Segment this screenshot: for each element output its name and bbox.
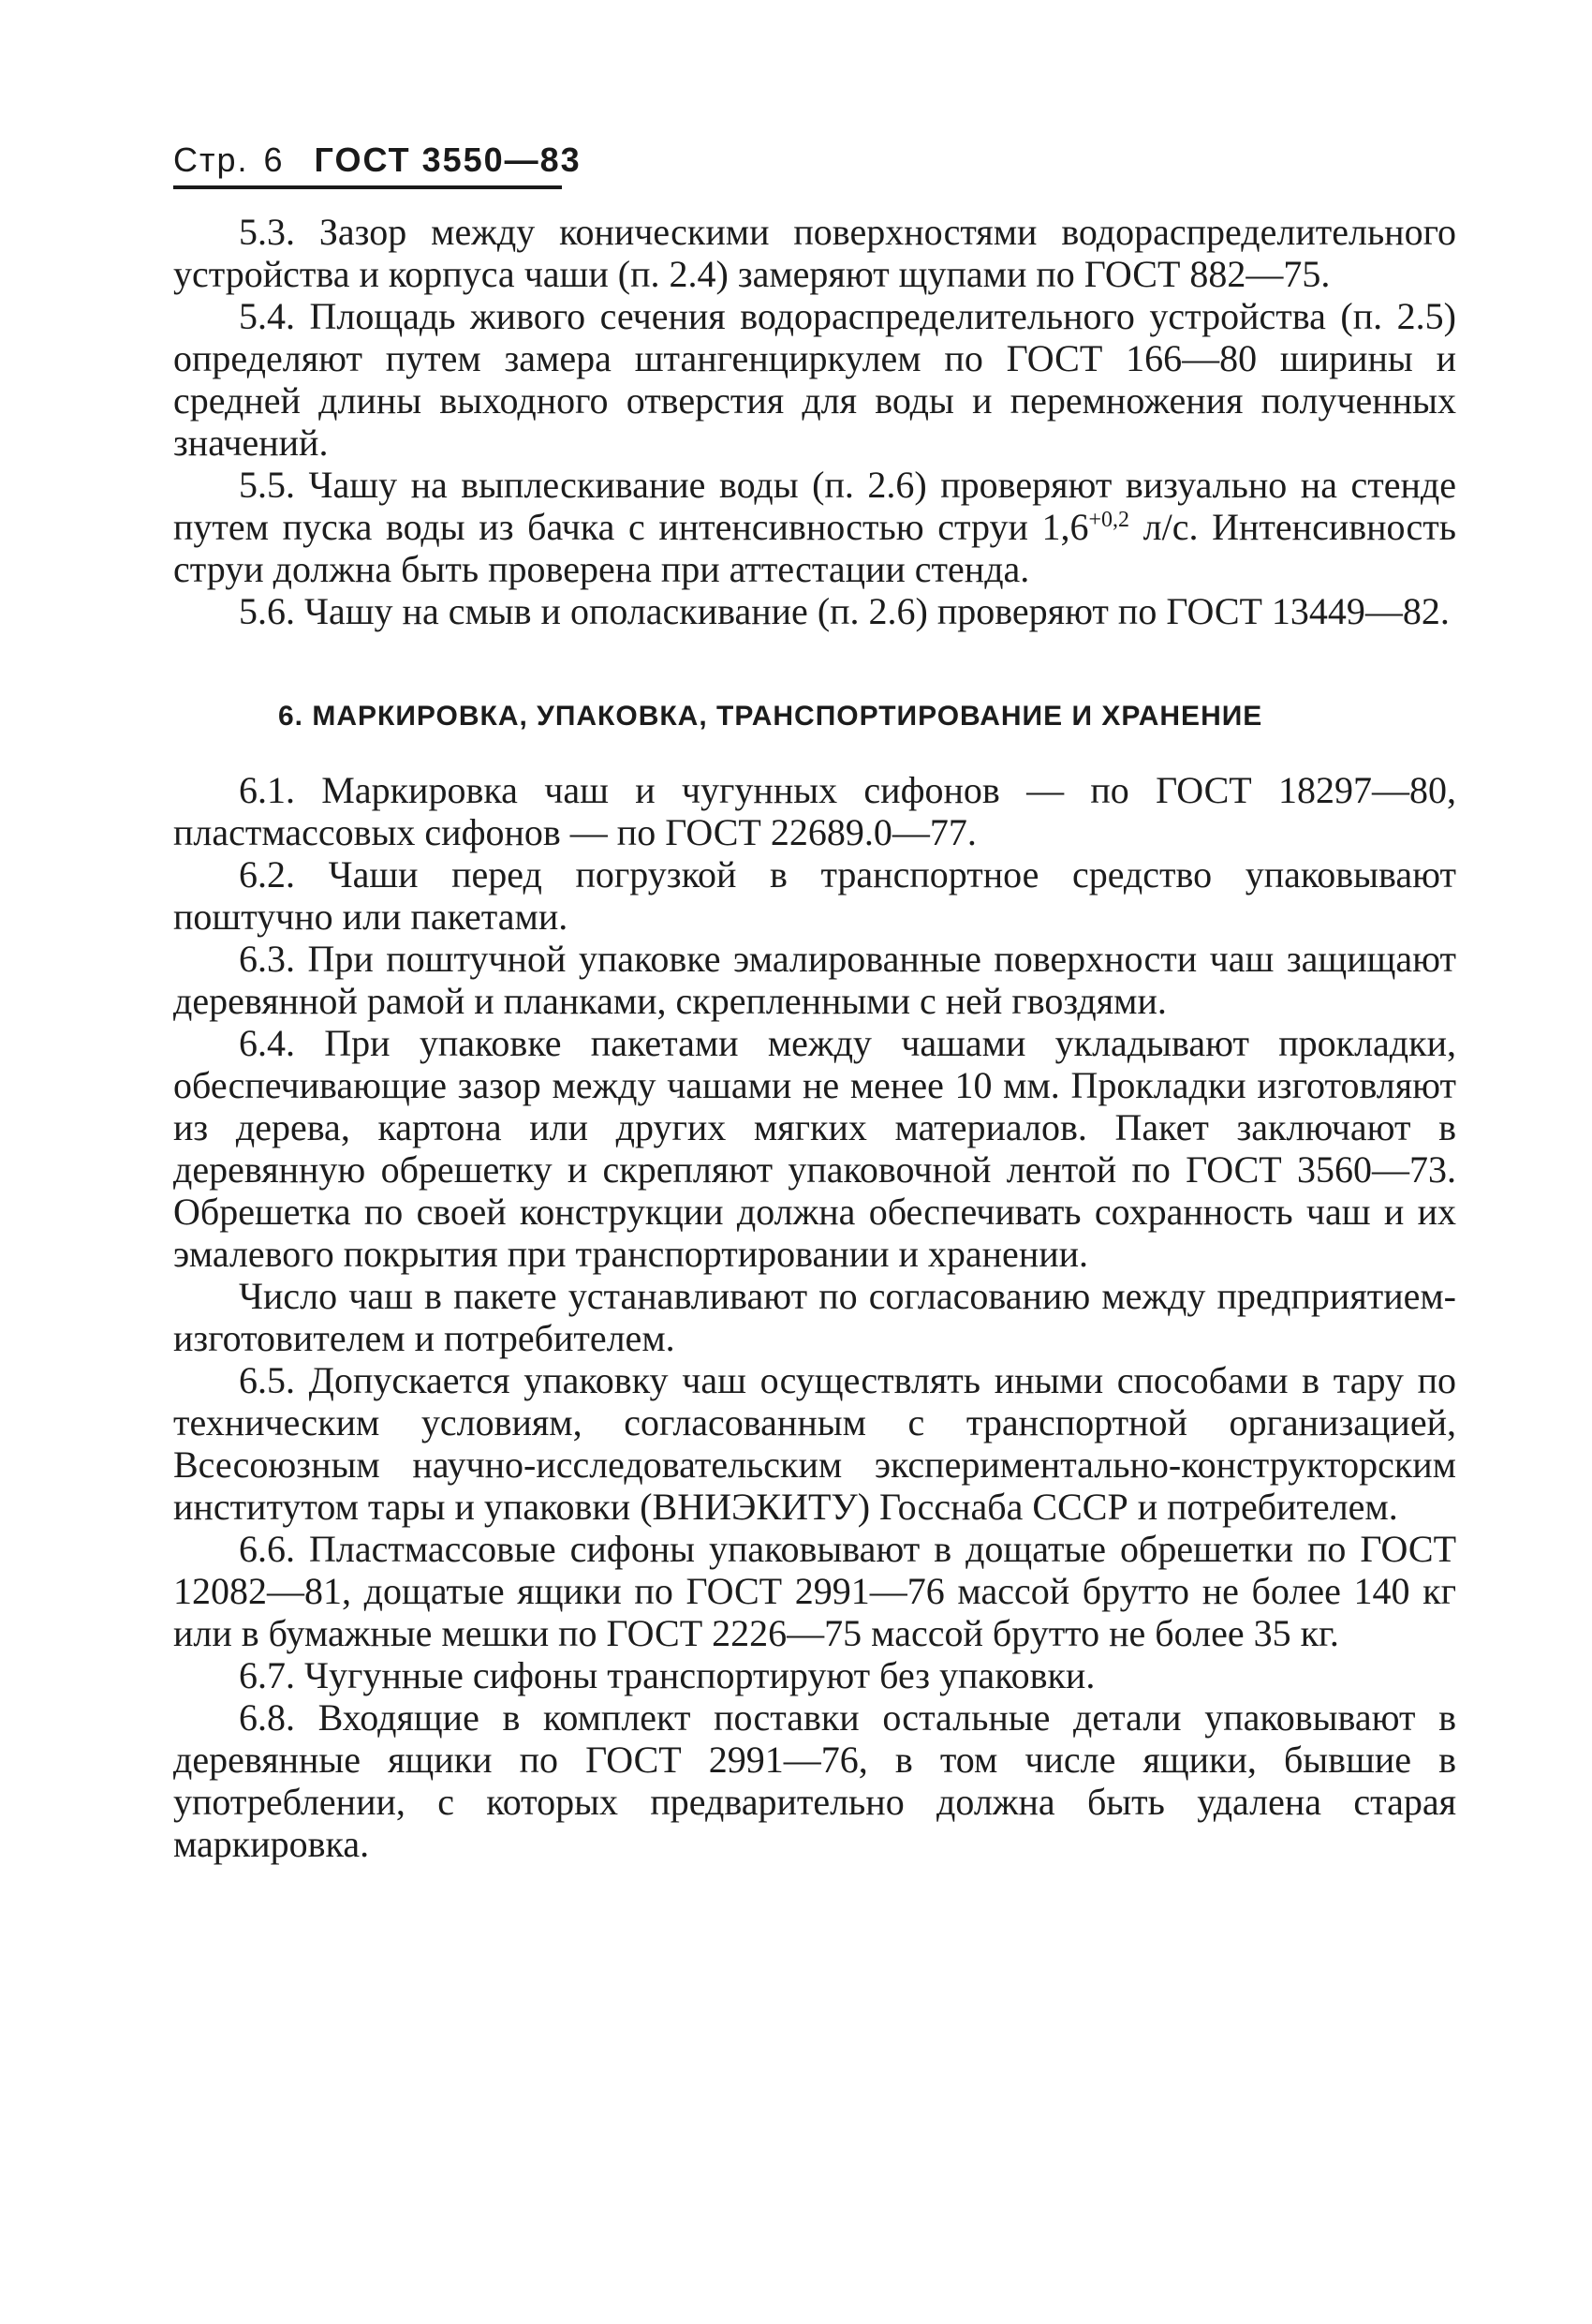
tolerance-superscript: +0,2 [1088, 508, 1130, 532]
clause-5-6: 5.6. Чашу на смыв и ополаскивание (п. 2.6) проверяют по ГОСТ 13449—82. [239, 590, 1450, 632]
clause-6-6: 6.6. Пластмассовые сифоны упаковывают в дощатые обрешетки по ГОСТ 12082—81, дощатые ящики по ГОСТ 2991—76 массой брутто не более 140 кг или в бумажные мешки по ГОСТ 2226—75 массой брутто не более 35 кг. [173, 1528, 1456, 1654]
document-code: ГОСТ 3550—83 [314, 141, 582, 179]
clause-5-5 [173, 464, 1456, 590]
clause-6-1: 6.1. Маркировка чаш и чугунных сифонов — по ГОСТ 18297—80, пластмассовых сифонов — по ГОСТ 22689.0—77. [173, 769, 1456, 853]
page-number: 6 [263, 141, 285, 179]
clause-6-5: 6.5. Допускается упаковку чаш осуществлять иными способами в тару по техническим условиям, согласованным с транспортной организацией, Всесоюзным научно-исследовательским экспериментально-конструкторским институтом тары и упаковки (ВНИЭКИТУ) Госснаба СССР и потребителем. [173, 1359, 1456, 1528]
clause-6-4-note: Число чаш в пакете устанавливают по согласованию между предприятием-изготовителем и потребителем. [173, 1275, 1456, 1359]
clause-6-7: 6.7. Чугунные сифоны транспортируют без упаковки. [239, 1654, 1096, 1696]
section-6-heading: 6. МАРКИРОВКА, УПАКОВКА, ТРАНСПОРТИРОВАНИЕ И ХРАНЕНИЕ [278, 701, 1263, 732]
clause-5-3: 5.3. Зазор между коническими поверхностями водораспределительного устройства и корпуса чаши (п. 2.4) замеряют щупами по ГОСТ 882—75. [173, 211, 1456, 295]
clause-6-4: 6.4. При упаковке пакетами между чашами укладывают прокладки, обеспечивающие зазор между чашами не менее 10 мм. Прокладки изготовляют из дерева, картона или других мягких материалов. Пакет заключают в деревянную обрешетку и скрепляют упаковочной лентой по ГОСТ 3560—73. Обрешетка по своей конструкции должна обеспечивать сохранность чаш и их эмалевого покрытия при транспортировании и хранении. [173, 1022, 1456, 1275]
clause-5-5-text-before: 5.5. Чашу на выплескивание воды (п. 2.6) проверяют визуально на стенде путем пуска воды из бачка с интенсивностью струи 1,6 [173, 464, 1456, 548]
clause-5-4: 5.4. Площадь живого сечения водораспределительного устройства (п. 2.5) определяют путем замера штангенциркулем по ГОСТ 166—80 ширины и средней длины выходного отверстия для воды и перемножения полученных значений. [173, 295, 1456, 464]
header-rule [173, 185, 562, 189]
clause-6-8: 6.8. Входящие в комплект поставки остальные детали упаковывают в деревянные ящики по ГОСТ 2991—76, в том числе ящики, бывшие в употреблении, с которых предварительно должна быть удалена старая маркировка. [173, 1696, 1456, 1865]
document-page [173, 0, 1456, 2324]
body-text [173, 211, 1456, 1865]
clause-5-5-text-after: л/с. Интенсивность струи должна быть проверена при аттестации стенда. [173, 506, 1457, 590]
page-label: Стр. [173, 141, 249, 179]
clause-6-3: 6.3. При поштучной упаковке эмалированные поверхности чаш защищают деревянной рамой и планками, скрепленными с ней гвоздями. [173, 938, 1456, 1022]
running-header [173, 141, 582, 180]
clause-6-2: 6.2. Чаши перед погрузкой в транспортное средство упаковывают поштучно или пакетами. [173, 853, 1456, 938]
